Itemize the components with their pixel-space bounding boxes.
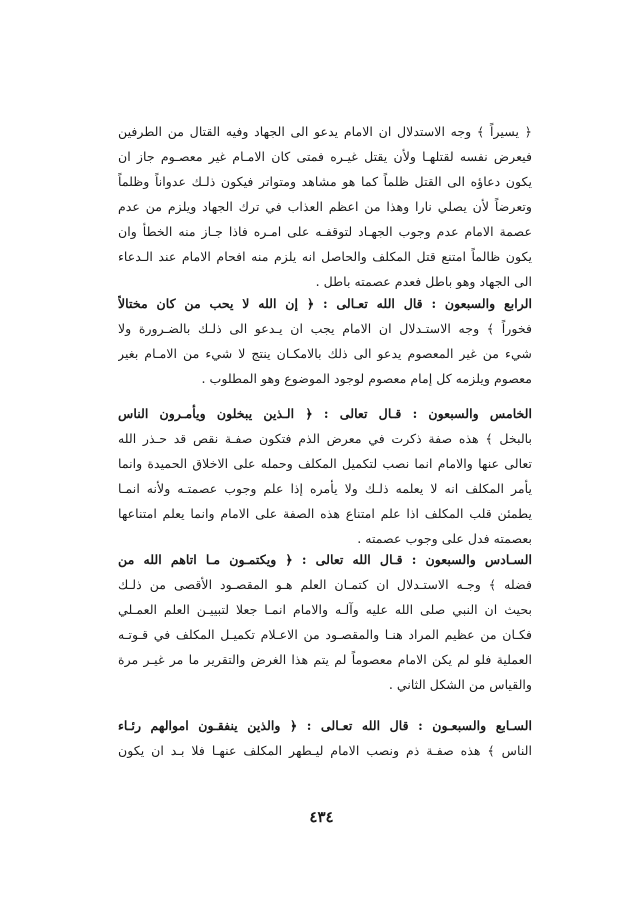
text-line: فضله ﴾ وجـه الاستـدلال ان كتمـان العلم هـو المقصـود الأقصى من ذلـك	[118, 577, 532, 592]
text-line: يكون ظالماً امتنع قتل المكلف والحاصل انه يلزم منه افحام الامام عند الـدعاء	[118, 249, 532, 264]
text-line: بالبخل ﴾ هذه صفة ذكرت في معرض الذم فتكون صفـة نقص قد حـذر الله	[118, 431, 532, 446]
paragraph-1	[118, 119, 532, 294]
text-line: فيعرض نفسه لقتلهـا ولأن يقتل غيـره فمتى كان الامـام غير معصـوم جاز ان	[118, 149, 532, 164]
text-line: يطمئن قلب المكلف اذا علم امتناع هذه الصفة على الامام وانما يعلم امتناعها	[118, 506, 532, 521]
text-line: يكون دعاؤه الى القتل ظلماً كما هو مشاهد ومتواتر فيكون ذلـك عدواناً وظلماً	[118, 174, 532, 189]
paragraph-5	[118, 713, 532, 763]
section-heading: الرابع والسبعون : قال الله تعـالى : ﴿ إن الله لا يحب من كان مختالاً	[118, 296, 532, 311]
text-line: ﴿ يسيراً ﴾ وجه الاستدلال ان الامام يدعو الى الجهاد وفيه القتال من الطرفين	[118, 124, 532, 139]
text-line: شيء من غير المعصوم يدعو الى ذلك بالامكـان ينتج لا شيء من الامـام بغير	[118, 346, 532, 361]
section-heading: السـابع والسبعـون : قال الله تعـالى : ﴿ والذين ينفقـون اموالهم رئـاء	[118, 718, 532, 733]
text-line: الى الجهاد وهو باطل فعدم عصمته باطل .	[315, 274, 532, 289]
text-line: بعصمته فدل على وجوب عصمته .	[357, 531, 532, 546]
section-heading: الخامس والسبعون : قـال تعالى : ﴿ الـذين يبخلون ويأمـرون الناس	[118, 406, 532, 421]
section-heading: السـادس والسبعون : قـال الله تعالى : ﴿ ويكتمـون مـا اتاهم الله من	[118, 552, 532, 567]
text-line: العملية فلو لم يكن الامام معصوماً لم يتم هذا الغرض والتقرير ما مر غيـر مرة	[118, 652, 532, 667]
text-line: فكـان من عظيم المراد هنـا والمقصـود من الاعـلام تكميـل المكلف في قـوتـه	[118, 627, 532, 642]
paragraph-4	[118, 547, 532, 697]
text-line: فخوراً ﴾ وجه الاستـدلال ان الامام يجب ان يـدعو الى ذلـك بالضـرورة ولا	[118, 321, 532, 336]
text-line: معصوم ويلزمه كل إمام معصوم لوجود الموضوع وهو المطلوب .	[201, 371, 532, 386]
text-line: عصمة الامام عدم وجوب الجهـاد لتوقفـه على امـره فاذا جـاز منه الخطأ وان	[118, 224, 532, 239]
paragraph-3	[118, 401, 532, 551]
text-line: والقياس من الشكل الثاني .	[388, 677, 532, 692]
text-line: الناس ﴾ هذه صفـة ذم ونصب الامام ليـطهر المكلف عنهـا فلا بـد ان يكون	[118, 743, 532, 758]
page-number: ٤٣٤	[309, 808, 334, 826]
text-line: يأمر المكلف انه لا يعلمه ذلـك ولا يأمره إذا علم وجوب عصمتـه ولأنه انمـا	[118, 481, 532, 496]
paragraph-2	[118, 291, 532, 391]
text-line: وتعرضاً لأن يصلي نارا وهذا من اعظم العذاب في ترك الجهاد ويلزم من عدم	[118, 199, 532, 214]
text-line: بحيث ان النبي صلى الله عليه وآلـه والامام انمـا جعلا لتبييـن العلم العمـلي	[118, 602, 532, 617]
text-line: تعالى عنها والامام انما نصب لتكميل المكلف وحمله على الاخلاق الحميدة وانما	[118, 456, 532, 471]
